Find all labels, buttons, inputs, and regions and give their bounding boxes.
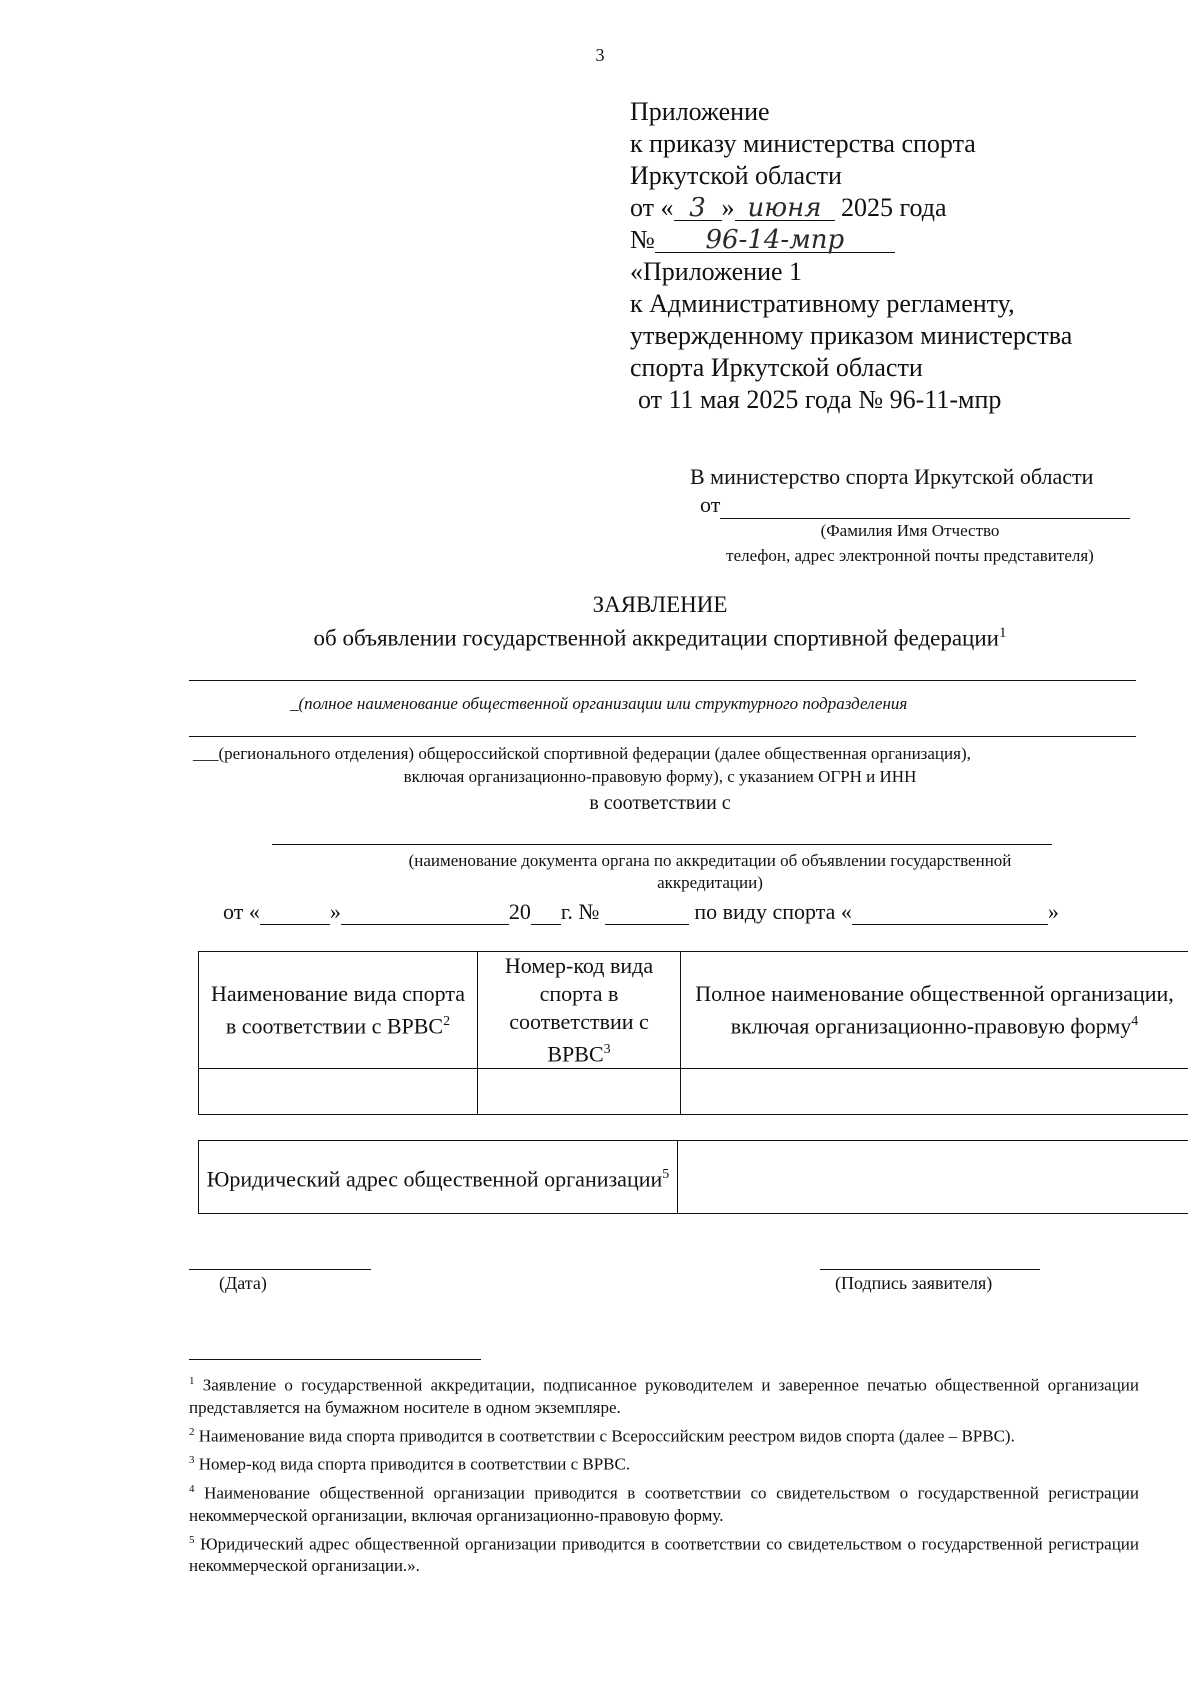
table-cell	[478, 1069, 681, 1115]
date-from-label: от «	[223, 899, 260, 924]
footnote-item	[189, 1478, 1139, 1527]
table-row	[199, 1141, 1189, 1214]
footnote-ref: 2	[443, 1014, 451, 1029]
month-blank	[341, 904, 509, 925]
header-cell-sport-name	[199, 952, 478, 1069]
footnote-text: Наименование общественной организации приводится в соответствии со свидетельством о государственной регистрации некоммерческой организации, включая организационно-правовую форму.	[189, 1483, 1139, 1525]
table-cell	[199, 1069, 478, 1115]
appendix-ref: спорта Иркутской области	[630, 353, 923, 382]
number-blank	[605, 904, 689, 925]
org-caption-3: включая организационно-правовую форму), с указанием ОГРН и ИНН	[403, 767, 917, 786]
appendix-ref: «Приложение 1	[630, 257, 803, 286]
sport-label: по виду спорта «	[694, 899, 852, 924]
footnote-number: 1	[189, 1375, 195, 1387]
org-name-line	[189, 736, 1136, 737]
page-number: 3	[595, 45, 605, 65]
from-blank-line	[720, 498, 1130, 519]
signature-label: (Подпись заявителя)	[835, 1273, 993, 1293]
footnote-text: Юридический адрес общественной организации приводится в соответствии со свидетельством о государственной регистрации некоммерческой организации.».	[189, 1534, 1140, 1576]
addressee-caption	[690, 518, 1130, 568]
appendix-block	[630, 96, 1072, 416]
addressee-from	[690, 491, 1130, 519]
day-blank	[260, 904, 330, 925]
sport-table	[198, 951, 1188, 1115]
footnote-item	[189, 1421, 1139, 1448]
header-text: Наименование вида спорта в соответствии с ВРВС	[210, 981, 466, 1039]
footnote-item	[189, 1449, 1139, 1476]
doc-caption	[320, 850, 1100, 894]
form-subtitle	[0, 625, 1200, 652]
footnote-ref: 5	[662, 1166, 670, 1182]
date-suffix: 2025 года	[841, 193, 947, 222]
doc-caption-line: аккредитации)	[657, 873, 763, 892]
footnote-text: Заявление о государственной аккредитации, подписанное руководителем и заверенное печатью общественной организации представляется на бумажном носителе в одном экземпляре.	[189, 1375, 1140, 1417]
date-label: (Дата)	[219, 1273, 267, 1293]
footnote-text: Номер-код вида спорта приводится в соответствии с ВРВС.	[198, 1454, 631, 1474]
footnote-number: 3	[189, 1454, 195, 1467]
date-mid: »	[721, 193, 735, 222]
address-label-cell	[199, 1141, 678, 1214]
doc-caption-line: (наименование документа органа по аккредитации об объявлении государственной	[408, 851, 1012, 870]
footnote-number: 5	[189, 1533, 195, 1546]
header-text: Полное наименование общественной организации, включая организационно-правовую форму	[695, 981, 1174, 1039]
number-prefix: №	[630, 225, 655, 254]
year-blank	[531, 904, 561, 925]
year-suffix: г. №	[560, 899, 600, 924]
handwritten-month: июня	[735, 196, 835, 221]
doc-name-line	[272, 844, 1052, 845]
appendix-ref: утвержденному приказом министерства	[630, 321, 1073, 350]
date-signature-line	[189, 1269, 371, 1270]
appendix-ref: к Административному регламенту,	[630, 289, 1015, 318]
footnote-ref: 1	[999, 625, 1007, 641]
address-value-cell	[678, 1141, 1189, 1214]
footnote-text: Наименование вида спорта приводится в соответствии с Всероссийским реестром видов спорта (далее – ВРВС).	[198, 1426, 1015, 1446]
table-header-row	[199, 952, 1189, 1069]
handwritten-day: 3	[674, 196, 722, 221]
footnote-ref: 3	[603, 1042, 611, 1057]
date-prefix: от «	[630, 193, 674, 222]
address-table	[198, 1140, 1188, 1214]
sport-close: »	[1047, 899, 1059, 924]
in-accordance-text: в соответствии с	[589, 792, 731, 814]
footnote-number: 4	[189, 1482, 195, 1495]
org-caption-1	[290, 693, 907, 715]
header-text: Номер-код вида спорта в соответствии с ВРВС	[504, 953, 654, 1067]
appendix-line: к приказу министерства спорта	[630, 129, 976, 158]
header-cell-org-name	[681, 952, 1189, 1069]
document-date-line	[223, 899, 1059, 925]
form-title: ЗАЯВЛЕНИЕ	[592, 592, 728, 617]
appendix-date	[630, 192, 1072, 224]
sport-blank	[852, 904, 1048, 925]
header-cell-sport-code	[478, 952, 681, 1069]
appendix-ref: от 11 мая 2025 года № 96-11-мпр	[638, 385, 1002, 414]
year-prefix: 20	[508, 899, 531, 924]
org-caption-2	[193, 743, 971, 765]
addressee-to: В министерство спорта Иркутской области	[690, 464, 1094, 489]
appendix-title: Приложение	[630, 97, 770, 126]
address-label: Юридический адрес общественной организации	[206, 1166, 663, 1192]
handwritten-number: 96-14-мпр	[655, 228, 895, 253]
org-name-line	[189, 680, 1136, 681]
from-label: от	[700, 492, 721, 517]
applicant-signature-line	[820, 1269, 1040, 1270]
addressee-block	[690, 463, 1130, 519]
appendix-number	[630, 224, 1072, 256]
footnote-item	[189, 1529, 1139, 1578]
underscore-mark: _	[290, 694, 299, 713]
addressee-caption-line: телефон, адрес электронной почты представителя)	[726, 546, 1094, 565]
subtitle-text: об объявлении государственной аккредитации спортивной федерации	[313, 625, 999, 651]
org-caption-text: (полное наименование общественной организации или структурного подразделения	[298, 694, 908, 713]
footnote-ref: 4	[1131, 1014, 1139, 1029]
footnote-number: 2	[189, 1425, 195, 1438]
footnote-separator	[189, 1359, 481, 1360]
addressee-caption-line: (Фамилия Имя Отчество	[820, 521, 1000, 540]
org-caption-text: (регионального отделения) общероссийской спортивной федерации (далее общественная организация),	[218, 744, 971, 763]
table-row	[199, 1069, 1189, 1115]
footnotes	[189, 1370, 1139, 1579]
footnote-item	[189, 1370, 1139, 1419]
table-cell	[681, 1069, 1189, 1115]
appendix-line: Иркутской области	[630, 161, 842, 190]
underscore-mark: ___	[193, 744, 219, 763]
date-close: »	[329, 899, 341, 924]
